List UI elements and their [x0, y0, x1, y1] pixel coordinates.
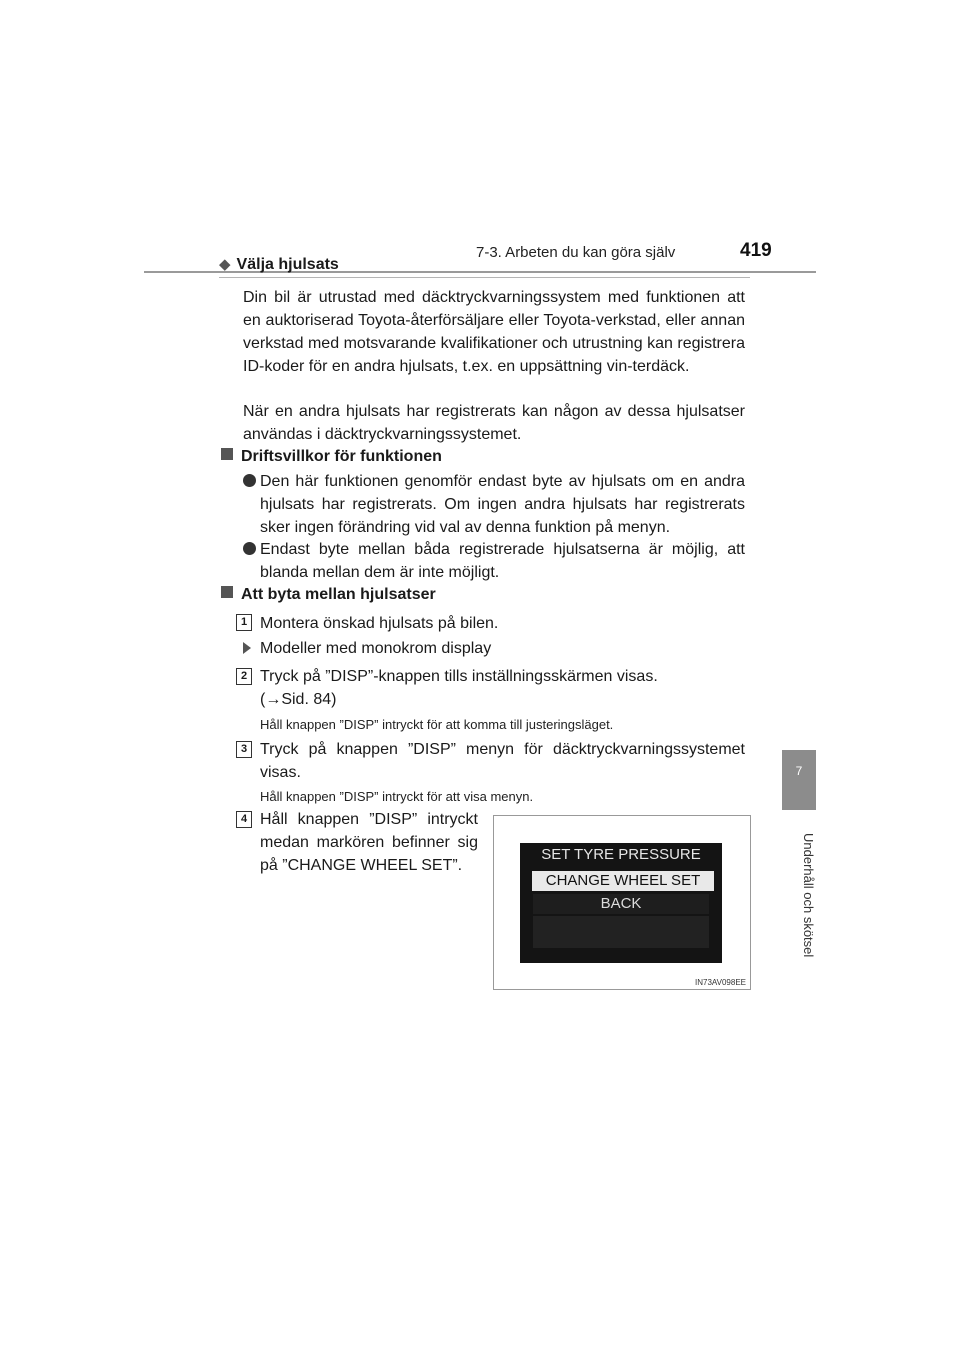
step-number: 3	[236, 741, 252, 758]
menu-title: SET TYRE PRESSURE	[541, 846, 701, 863]
paragraph: Din bil är utrustad med däcktryckvarningssystem med funktionen att en auktoriserad Toyota-återförsäljare eller Toyota-verkstad, eller annan verkstad med motsvarande kvalifikationer och utrustning kan registrera ID-koder för en andra hjulsats, t.ex. en uppsättning vin-terdäck.	[243, 289, 745, 375]
display-figure	[493, 815, 751, 990]
chapter-number: 7	[795, 764, 803, 778]
step-note: Håll knappen ”DISP” intryckt för att komma till justeringsläget.	[260, 717, 614, 732]
menu-empty-row	[533, 916, 709, 948]
section-title: Välja hjulsats	[236, 256, 339, 273]
header-section-title: 7-3. Arbeten du kan göra själv	[476, 244, 676, 261]
side-tab-chapter-number	[782, 750, 816, 810]
diamond-icon: ◆	[219, 256, 231, 273]
step-text-block	[260, 665, 745, 711]
step-text: Montera önskad hjulsats på bilen.	[260, 615, 499, 632]
section-heading	[219, 255, 339, 274]
model-line	[243, 640, 491, 658]
paragraph: När en andra hjulsats har registrerats kan någon av dessa hjulsatser användas i däcktryckvarningssystemet.	[243, 403, 745, 443]
step-text: Tryck på ”DISP”-knappen tills inställningsskärmen visas.	[260, 668, 658, 685]
step-number: 2	[236, 668, 252, 685]
step-number: 1	[236, 614, 252, 631]
page-number: 419	[740, 240, 772, 261]
figure-code: IN73AV098EE	[695, 978, 746, 987]
display-screen	[520, 843, 722, 963]
square-bullet-icon	[221, 448, 233, 460]
step-note: Håll knappen ”DISP” intryckt för att visa menyn.	[260, 789, 534, 804]
bullet-item	[243, 470, 745, 539]
menu-item-back: BACK	[533, 894, 709, 914]
square-bullet-icon	[221, 586, 233, 598]
bullet-dot-icon	[243, 474, 256, 487]
bullet-text: Den här funktionen genomför endast byte av hjulsats om en andra hjulsats har registrerats. Om ingen andra hjulsats har registrerats sker ingen förändring vid val av denna funktion på menyn.	[260, 473, 745, 536]
step-text: Tryck på knappen ”DISP” menyn för däcktryckvarningssystemet visas.	[260, 741, 745, 781]
bullet-text: Endast byte mellan båda registrerade hjulsatserna är möjlig, att blanda mellan dem är inte möjligt.	[260, 541, 745, 581]
step-number: 4	[236, 811, 252, 828]
procedure-heading	[221, 586, 436, 604]
page-reference-link[interactable]: (→Sid. 84)	[260, 691, 337, 708]
model-line-text: Modeller med monokrom display	[260, 640, 492, 657]
bullet-dot-icon	[243, 542, 256, 555]
menu-item-change-wheel-set: CHANGE WHEEL SET	[532, 871, 714, 891]
conditions-heading-text: Driftsvillkor för funktionen	[241, 448, 442, 465]
section-divider	[219, 277, 750, 278]
bullet-item	[243, 538, 745, 584]
step-text: Håll knappen ”DISP” intryckt medan markören befinner sig på ”CHANGE WHEEL SET”.	[260, 811, 478, 874]
procedure-heading-text: Att byta mellan hjulsatser	[241, 586, 436, 603]
triangle-arrow-icon	[243, 642, 251, 654]
side-tab-chapter-title: Underhåll och skötsel	[801, 832, 816, 958]
conditions-heading	[221, 448, 442, 466]
